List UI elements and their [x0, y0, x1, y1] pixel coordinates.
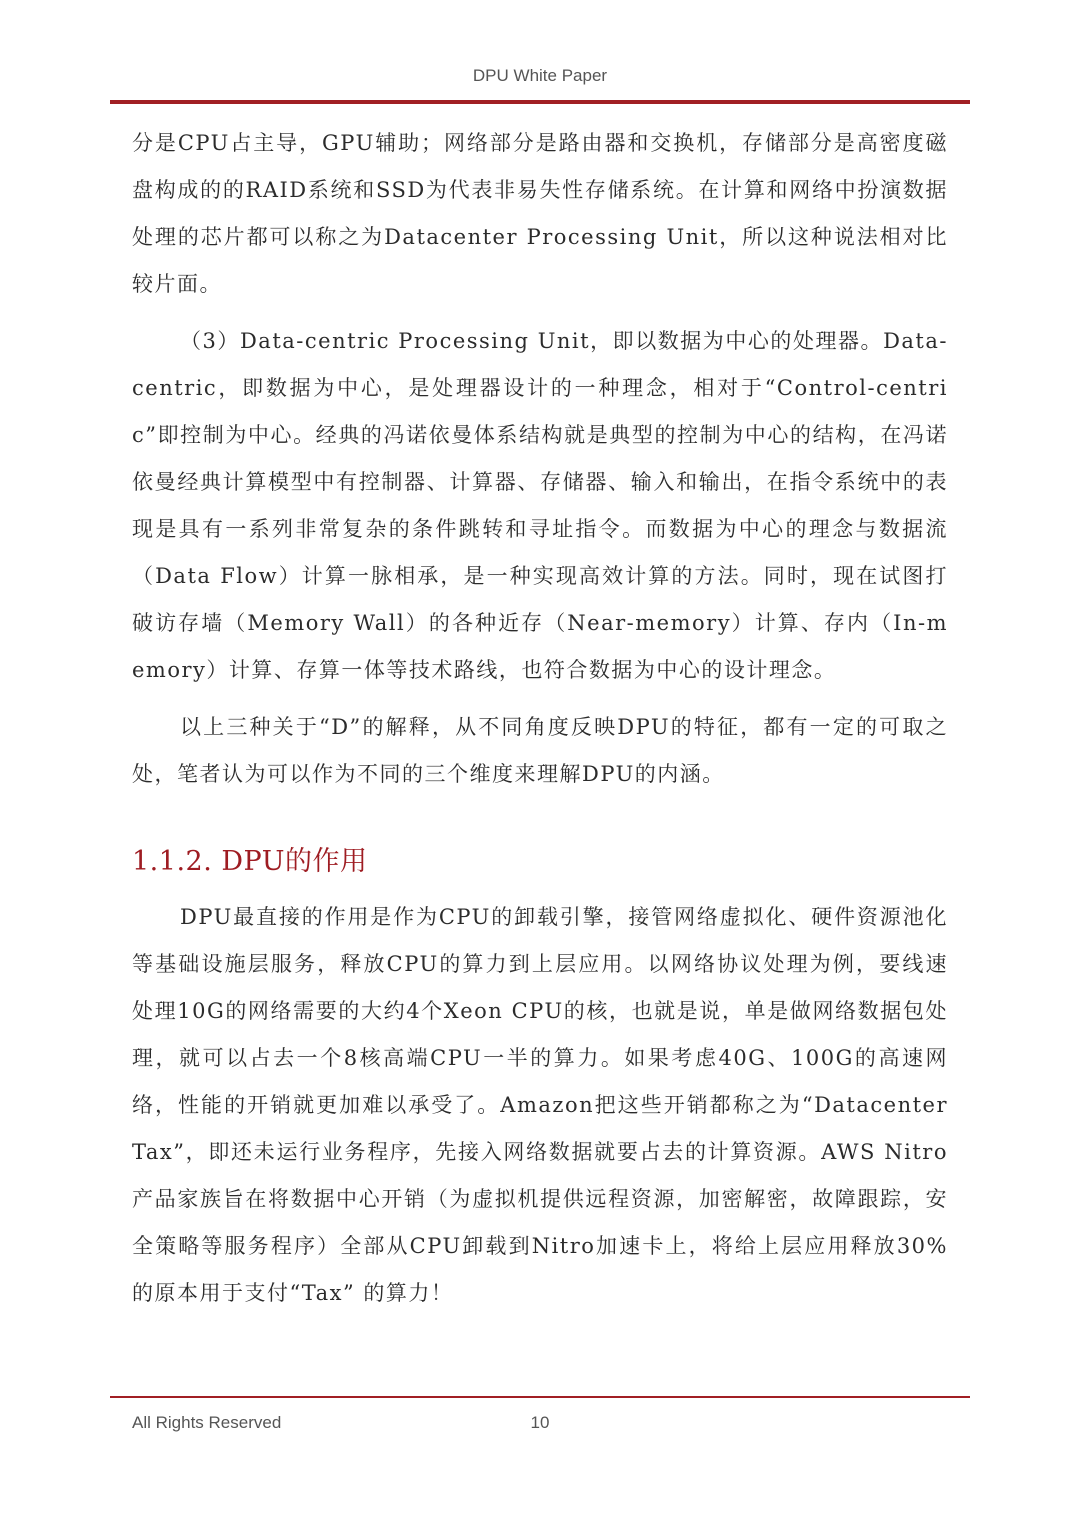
page-header-title: DPU White Paper [472, 66, 608, 85]
page-number: 10 [530, 1413, 550, 1432]
section-heading: 1.1.2. DPU的作用 [132, 846, 368, 877]
header-divider [110, 100, 970, 104]
footer-divider [110, 1396, 970, 1398]
body-paragraph-2: （3）Data-centric Processing Unit，即以数据为中心的处理器。Data-centric，即数据为中心，是处理器设计的一种理念，相对于“Control-centric”即控制为中心。经典的冯诺依曼体系结构就是典型的控制为中心的结构，在冯诺依曼经典计算模型中有控制器、计算器、存储器、输入和输出，在指令系统中的表现是具有一系列非常复杂的条件跳转和寻址指令。而数据为中心的理念与数据流（Data Flow）计算一脉相承，是一种实现高效计算的方法。同时，现在试图打破访存墙（Memory Wall）的各种近存（Near-memory）计算、存内（In-memory）计算、存算一体等技术路线，也符合数据为中心的设计理念。 [132, 329, 948, 682]
page-content [132, 120, 948, 1317]
footer-rights: All Rights Reserved [132, 1413, 282, 1432]
body-paragraph-1: 分是CPU占主导，GPU辅助；网络部分是路由器和交换机，存储部分是高密度磁盘构成的的RAID系统和SSD为代表非易失性存储系统。在计算和网络中扮演数据处理的芯片都可以称之为Datacenter Processing Unit，所以这种说法相对比较片面。 [132, 131, 948, 296]
body-paragraph-3: 以上三种关于“D”的解释，从不同角度反映DPU的特征，都有一定的可取之处，笔者认为可以作为不同的三个维度来理解DPU的内涵。 [132, 715, 948, 786]
body-paragraph-4: DPU最直接的作用是作为CPU的卸载引擎，接管网络虚拟化、硬件资源池化等基础设施层服务，释放CPU的算力到上层应用。以网络协议处理为例，要线速处理10G的网络需要的大约4个Xeon CPU的核，也就是说，单是做网络数据包处理，就可以占去一个8核高端CPU一半的算力。如果考虑40G、100G的高速网络，性能的开销就更加难以承受了。Amazon把这些开销都称之为“Datacenter Tax”，即还未运行业务程序，先接入网络数据就要占去的计算资源。AWS Nitro产品家族旨在将数据中心开销（为虚拟机提供远程资源，加密解密，故障跟踪，安全策略等服务程序）全部从CPU卸载到Nitro加速卡上，将给上层应用释放30%的原本用于支付“Tax” 的算力！ [132, 905, 948, 1305]
